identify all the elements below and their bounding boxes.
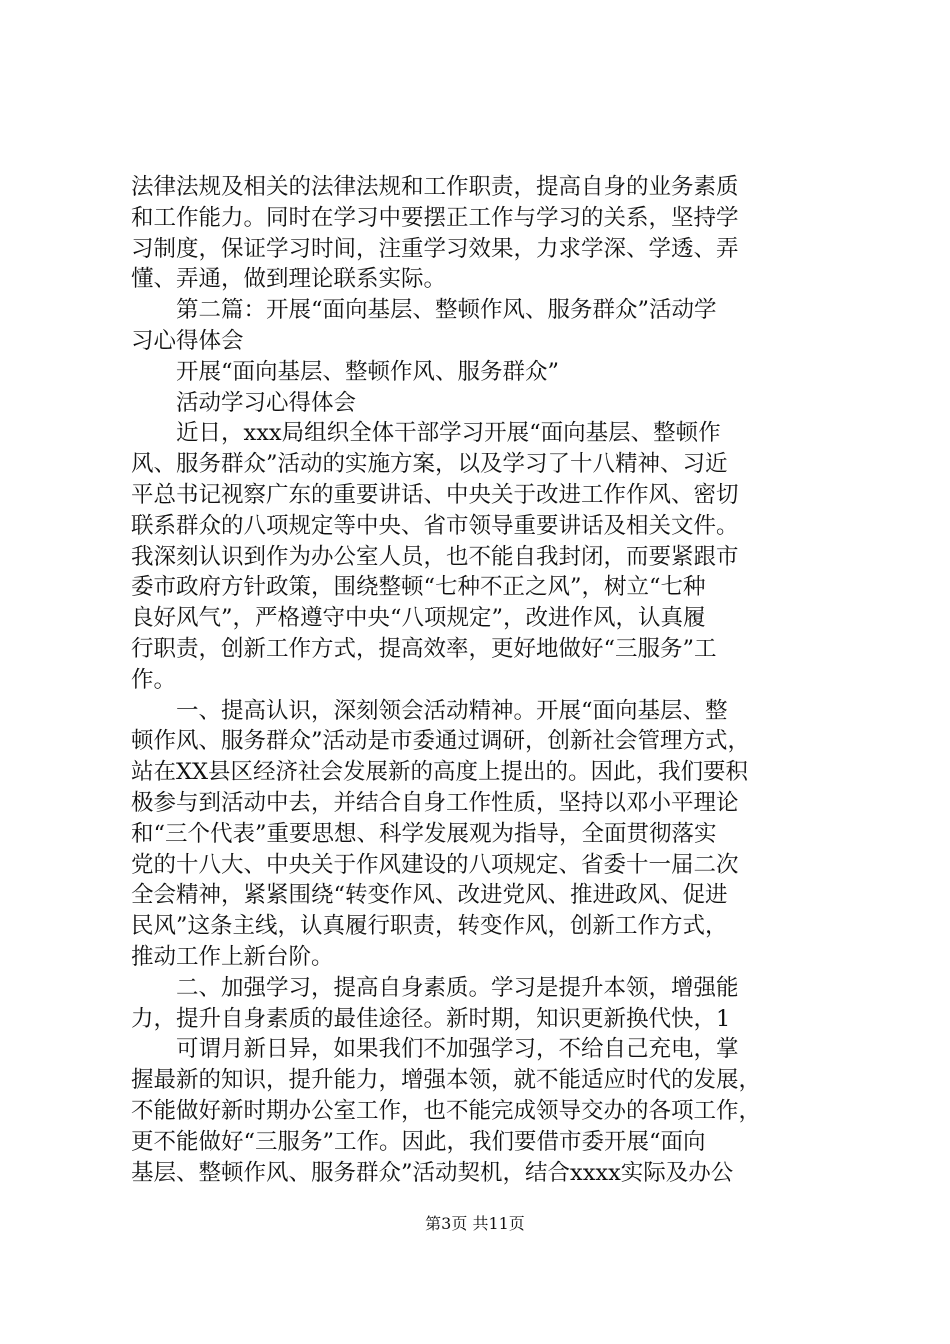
text-line: 基层、整顿作风、服务群众”活动契机，结合xxxx实际及办公 [131, 1159, 734, 1186]
text-line: 懂、弄通，做到理论联系实际。 [131, 266, 447, 293]
text-line: 近日，xxx局组织全体干部学习开展“面向基层、整顿作 [131, 420, 721, 447]
text-line: 党的十八大、中央关于作风建设的八项规定、省委十一届二次 [131, 851, 739, 878]
text-line: 一、提高认识，深刻领会活动精神。开展“面向基层、整 [131, 697, 728, 724]
text-line: 推动工作上新台阶。 [131, 943, 334, 970]
text-line: 顿作风、服务群众”活动是市委通过调研，创新社会管理方式， [131, 728, 751, 755]
text-line: 第二篇：开展“面向基层、整顿作风、服务群众”活动学 [131, 297, 717, 324]
page-number-footer: 第3页 共11页 [425, 1214, 525, 1233]
body-text [131, 172, 831, 1188]
text-line: 委市政府方针政策，围绕整顿“七种不正之风”，树立“七种 [131, 574, 706, 601]
text-line: 可谓月新日异，如果我们不加强学习，不给自己充电，掌 [131, 1036, 739, 1063]
text-line: 全会精神，紧紧围绕“转变作风、改进党风、推进政风、促进 [131, 882, 728, 909]
text-line: 良好风气”，严格遵守中央“八项规定”，改进作风，认真履 [131, 605, 706, 632]
text-line: 站在XX县区经济社会发展新的高度上提出的。因此，我们要积 [131, 759, 749, 786]
text-line: 和“三个代表”重要思想、科学发展观为指导，全面贯彻落实 [131, 820, 717, 847]
text-line: 行职责，创新工作方式，提高效率，更好地做好“三服务”工 [131, 635, 717, 662]
text-line: 作。 [131, 666, 177, 693]
text-line: 极参与到活动中去，并结合自身工作性质，坚持以邓小平理论 [131, 789, 739, 816]
text-line: 握最新的知识，提升能力，增强本领，就不能适应时代的发展， [131, 1067, 762, 1094]
text-line: 不能做好新时期办公室工作，也不能完成领导交办的各项工作， [131, 1097, 762, 1124]
text-line: 联系群众的八项规定等中央、省市领导重要讲话及相关文件。 [131, 512, 739, 539]
text-line: 我深刻认识到作为办公室人员，也不能自我封闭，而要紧跟市 [131, 543, 739, 570]
text-line: 活动学习心得体会 [131, 389, 357, 416]
text-line: 习制度，保证学习时间，注重学习效果，力求学深、学透、弄 [131, 235, 739, 262]
text-line: 风、服务群众”活动的实施方案，以及学习了十八精神、习近 [131, 451, 728, 478]
text-line: 民风”这条主线，认真履行职责，转变作风，创新工作方式， [131, 913, 728, 940]
text-line: 二、加强学习，提高自身素质。学习是提升本领，增强能 [131, 974, 739, 1001]
text-line: 习心得体会 [131, 327, 244, 354]
text-line: 开展“面向基层、整顿作风、服务群众” [131, 358, 560, 385]
text-line: 法律法规及相关的法律法规和工作职责，提高自身的业务素质 [131, 174, 739, 200]
text-line: 力，提升自身素质的最佳途径。新时期，知识更新换代快，1 [131, 1005, 731, 1032]
text-line: 和工作能力。同时在学习中要摆正工作与学习的关系，坚持学 [131, 204, 739, 231]
text-line: 平总书记视察广东的重要讲话、中央关于改进工作作风、密切 [131, 481, 739, 508]
text-line: 更不能做好“三服务”工作。因此，我们要借市委开展“面向 [131, 1128, 706, 1155]
